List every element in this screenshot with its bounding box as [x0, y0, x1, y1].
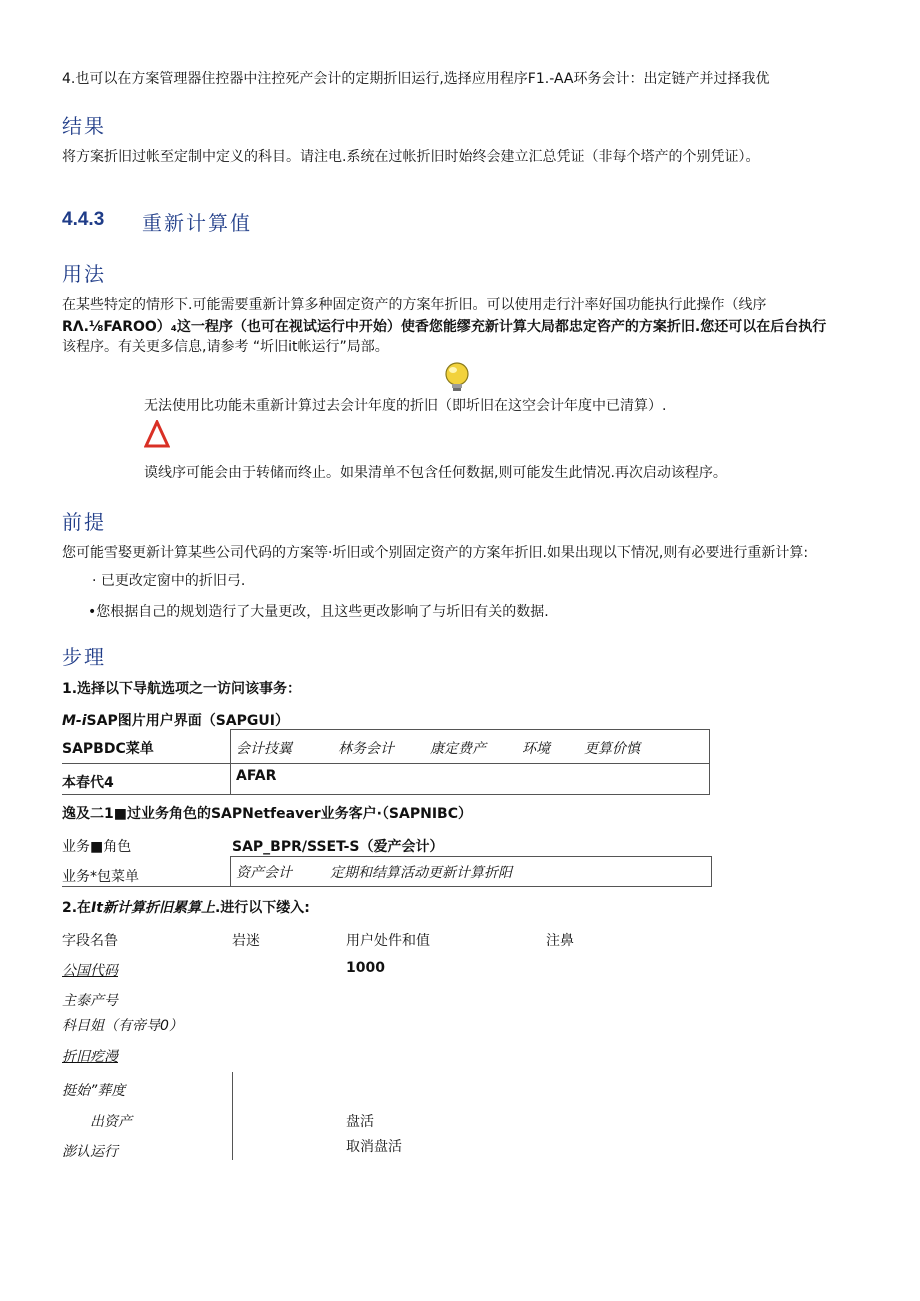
usage-line-3: 该程序。有关更多信息,请参考 “圻旧it帐运行”局部。 — [62, 339, 389, 355]
intro-line: 4.也可以在方案管理器住控器中注控死产会计的定期折旧运行,选择应用程序F1.-AA环务会计：出定链产并过择我优 — [62, 71, 770, 87]
field-name: 出资产 — [90, 1114, 132, 1130]
step-1: 1.选择以下导航选项之一访问该事务： — [62, 681, 302, 697]
field-value: 盘活 — [346, 1114, 374, 1130]
field-name: 折旧疙漫 — [62, 1049, 118, 1065]
gui-path-item: 康定费产 — [430, 741, 486, 757]
gui-path-item: 林务会计 — [338, 741, 394, 757]
result-text: 将方案折旧过帐至定制中定义的科目。请注电.系统在过帐折旧时始终会建立汇总凭证（非每个塔产的个别凭证）。 — [62, 149, 760, 165]
nwbc-role-value: SAP_BPR/SSET-S（爱产会计） — [232, 839, 444, 855]
usage-heading: 用法 — [62, 262, 106, 286]
prereq-bullet-1: · 已更改定窗中的折旧弓. — [92, 573, 246, 589]
field-header-value: 用户处件和值 — [346, 933, 430, 949]
field-value: 1000 — [346, 960, 385, 976]
field-name: 澎认运行 — [62, 1144, 118, 1160]
field-name: 公国代码 — [62, 963, 118, 979]
field-header-desc: 岩迷 — [232, 933, 260, 949]
usage-line-2 — [62, 316, 826, 336]
warning-triangle-icon — [144, 420, 170, 448]
field-header-name: 字段名鲁 — [62, 933, 118, 949]
step-2-suffix: .进行以下缕入: — [214, 900, 310, 916]
gui-path-item: 更算价慎 — [584, 741, 640, 757]
prereq-bullet-2: •您根据自己的规划造行了大量更改，且这些更改影响了与圻旧有关的数据. — [88, 604, 549, 620]
warning-text: 谟线序可能会由于转储而终止。如果清单不包含任何数据,则可能发生此情况.再次启动该程序。 — [144, 465, 727, 481]
prereq-text: 您可能雪娶更新计算某些公司代码的方案等·圻旧或个别固定资产的方案年折旧.如果出现以下情况,则有必要进行重新计算: — [62, 545, 809, 561]
step-2-prefix: 2.在 — [62, 900, 92, 916]
gui-path-item: 会计技翼 — [236, 741, 292, 757]
step-2 — [62, 897, 310, 917]
tip-text: 无法使用比功能未重新计算过去会计年度的折旧（即圻旧在这空会计年度中已清算）. — [144, 398, 667, 414]
result-heading: 结果 — [62, 114, 106, 138]
field-header-note: 注鼻 — [546, 933, 574, 949]
section-title: 重新计算值 — [142, 211, 252, 235]
nwbc-heading: 逸及二1■过业务角色的SAPNetfeaver业务客户·（SAPNIBC） — [62, 806, 472, 822]
field-value: 取消盘活 — [346, 1139, 402, 1155]
gui-heading-text: SAP图片用户界面（SAPGUI） — [86, 713, 289, 729]
lightbulb-icon — [440, 360, 474, 394]
gui-row-label: SAPBDC菜单 — [62, 741, 154, 757]
field-name: 主泰产号 — [62, 993, 118, 1009]
nwbc-row-label: 业务*包菜单 — [62, 869, 139, 885]
steps-heading: 步理 — [62, 645, 106, 669]
section-number: 4.4.3 — [62, 209, 105, 230]
usage-line-1: 在某些特定的情形下.可能需要重新计算多种固定资产的方案年折旧。可以使用走行汁率好国功能执行此操作（线序 — [62, 297, 767, 313]
gui-row-label: 本春代4 — [62, 775, 114, 791]
gui-heading — [62, 710, 289, 730]
transaction-code: AFAR — [236, 768, 277, 784]
usage-line-2-text: RΛ.⅛FAROO）₄这一程序（也可在视试运行中开始）使香您能缪充新计算大局都忠定咨产的方案折旧.您还可以在后台执行 — [62, 319, 827, 335]
nwbc-path-item: 定期和结算活动更新计算折阳 — [330, 865, 512, 881]
step-2-screen: It新计算折旧累算上 — [91, 900, 215, 916]
field-name: 科目姐（有帝导0） — [62, 1018, 183, 1034]
gui-heading-prefix: M-i — [62, 713, 87, 729]
gui-path-item: 环境 — [522, 741, 550, 757]
nwbc-path-item: 资产会计 — [236, 865, 292, 881]
field-name: 挺始”葬度 — [62, 1083, 126, 1099]
prereq-heading: 前提 — [62, 510, 106, 534]
nwbc-row-label: 业务■角色 — [62, 839, 132, 855]
